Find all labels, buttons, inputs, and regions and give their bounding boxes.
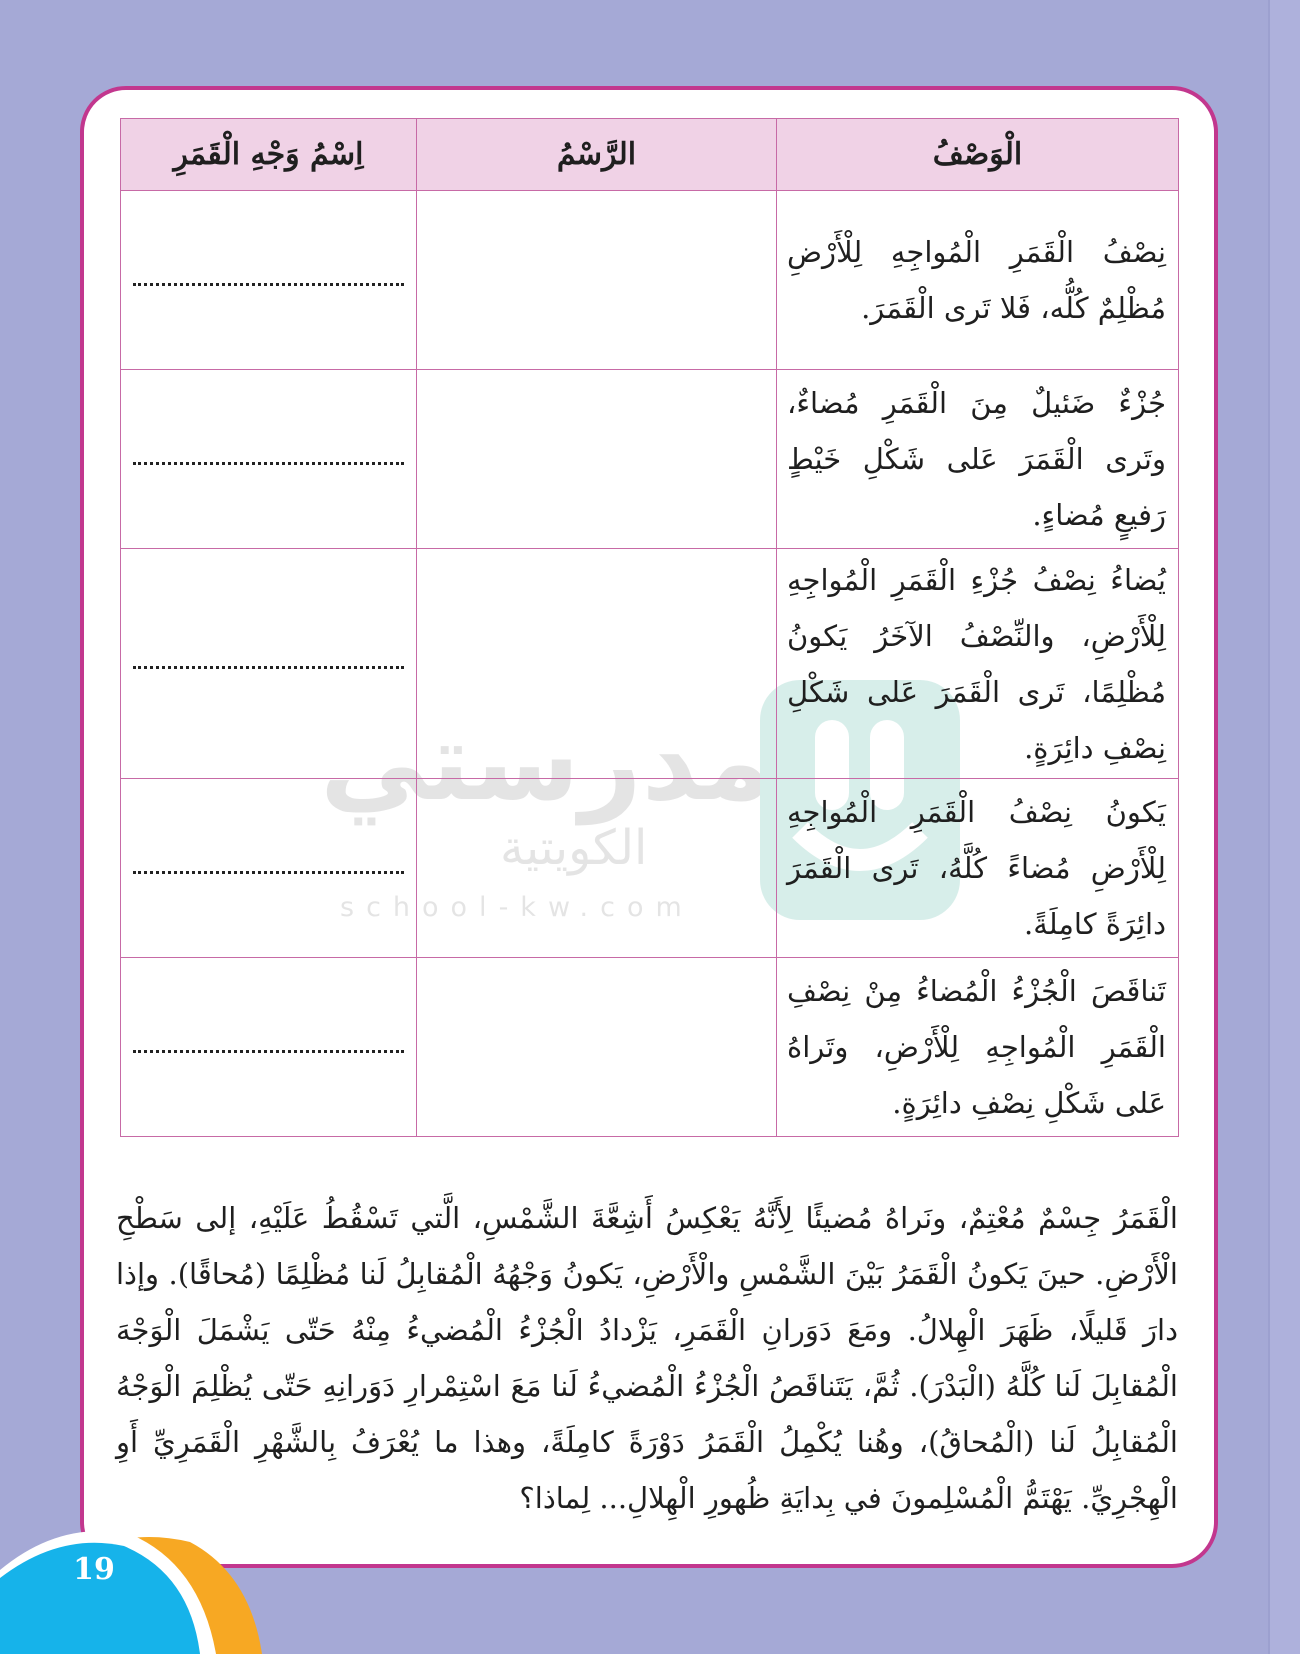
answer-line[interactable] bbox=[133, 1050, 404, 1053]
table-row bbox=[121, 779, 1179, 958]
table-row bbox=[121, 191, 1179, 370]
description-cell: تَناقَصَ الْجُزْءُ الْمُضاءُ مِنْ نِصْفِ الْقَمَرِ الْمُواجِهِ لِلْأَرْضِ، وتَراهُ عَلى شَكْلِ نِصْفِ دائِرَةٍ. bbox=[777, 958, 1179, 1137]
description-cell: نِصْفُ الْقَمَرِ الْمُواجِهِ لِلْأَرْضِ مُظْلِمٌ كُلُّه، فَلا تَرى الْقَمَرَ. bbox=[777, 191, 1179, 370]
table-row bbox=[121, 958, 1179, 1137]
table-row bbox=[121, 370, 1179, 549]
drawing-cell[interactable] bbox=[417, 191, 777, 370]
description-cell: جُزْءٌ ضَئيلٌ مِنَ الْقَمَرِ مُضاءٌ، وتَرى الْقَمَرَ عَلى شَكْلِ خَيْطٍ رَفيعٍ مُضاءٍ. bbox=[777, 370, 1179, 549]
description-cell: يَكونُ نِصْفُ الْقَمَرِ الْمُواجِهِ لِلْأَرْضِ مُضاءً كُلَّهُ، تَرى الْقَمَرَ دائِرَةً كامِلَةً. bbox=[777, 779, 1179, 958]
moon-phases-table bbox=[120, 118, 1179, 1137]
answer-cell[interactable] bbox=[121, 549, 417, 779]
answer-cell[interactable] bbox=[121, 779, 417, 958]
header-drawing: الرَّسْمُ bbox=[417, 119, 777, 191]
page-number: 19 bbox=[73, 1552, 115, 1587]
table-row bbox=[121, 549, 1179, 779]
answer-cell[interactable] bbox=[121, 191, 417, 370]
answer-line[interactable] bbox=[133, 666, 404, 669]
header-description: الْوَصْفُ bbox=[777, 119, 1179, 191]
page-edge-strip bbox=[1268, 0, 1300, 1654]
table-header-row bbox=[121, 119, 1179, 191]
drawing-cell[interactable] bbox=[417, 958, 777, 1137]
corner-decoration bbox=[0, 1524, 270, 1654]
header-moon-phase-name: اِسْمُ وَجْهِ الْقَمَرِ bbox=[121, 119, 417, 191]
answer-line[interactable] bbox=[133, 871, 404, 874]
drawing-cell[interactable] bbox=[417, 779, 777, 958]
drawing-cell[interactable] bbox=[417, 549, 777, 779]
answer-line[interactable] bbox=[133, 283, 404, 286]
moon-explanation-paragraph: الْقَمَرُ جِسْمٌ مُعْتِمٌ، ونَراهُ مُضيئًا لِأَنَّهُ يَعْكِسُ أَشِعَّةَ الشَّمْسِ، الَّتي تَسْقُطُ عَلَيْهِ، إلى سَطْحِ الْأَرْضِ. حينَ يَكونُ الْقَمَرُ بَيْنَ الشَّمْسِ والْأَرْضِ، يَكونُ وَجْهُهُ الْمُقابِلُ لَنا مُظْلِمًا (مُحاقًا). وإذا دارَ قَليلًا، ظَهَرَ الْهِلالُ. ومَعَ دَوَرانِ الْقَمَرِ، يَزْدادُ الْجُزْءُ الْمُضيءُ مِنْهُ حَتّى يَشْمَلَ الْوَجْهَ الْمُقابِلَ لَنا كُلَّهُ (الْبَدْرَ). ثُمَّ، يَتَناقَصُ الْجُزْءُ الْمُضيءُ لَنا مَعَ اسْتِمْرارِ دَوَرانِهِ حَتّى يُظْلِمَ الْوَجْهُ الْمُقابِلُ لَنا (الْمُحاقُ)، وهُنا يُكْمِلُ الْقَمَرُ دَوْرَةً كامِلَةً، وهذا ما يُعْرَفُ بِالشَّهْرِ الْقَمَرِيِّ أَوِ الْهِجْرِيِّ. يَهْتَمُّ الْمُسْلِمونَ في بِدايَةِ ظُهورِ الْهِلالِ... لِماذا؟ bbox=[116, 1201, 1178, 1515]
description-cell: يُضاءُ نِصْفُ جُزْءِ الْقَمَرِ الْمُواجِهِ لِلْأَرْضِ، والنِّصْفُ الآخَرُ يَكونُ مُظْلِمًا، تَرى الْقَمَرَ عَلى شَكْلِ نِصْفِ دائِرَةٍ. bbox=[777, 549, 1179, 779]
answer-line[interactable] bbox=[133, 462, 404, 465]
answer-cell[interactable] bbox=[121, 370, 417, 549]
drawing-cell[interactable] bbox=[417, 370, 777, 549]
answer-cell[interactable] bbox=[121, 958, 417, 1137]
